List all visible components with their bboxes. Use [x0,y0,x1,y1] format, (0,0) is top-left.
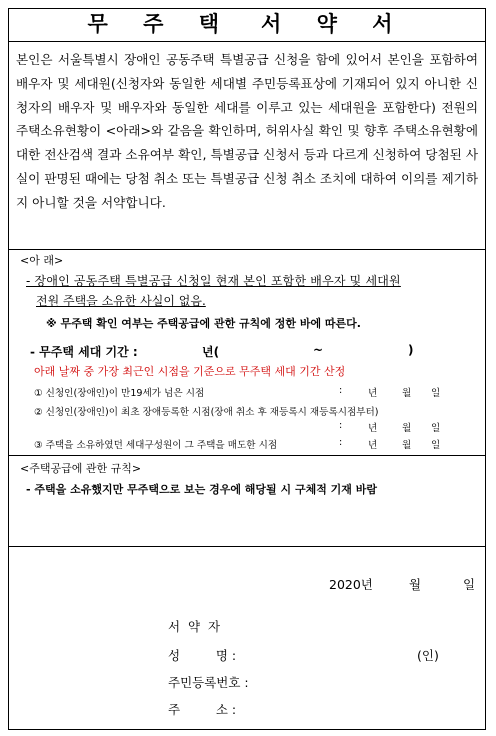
criterion-1-month: 월 [402,388,412,399]
verification-note: ※ 무주택 확인 여부는 주택공급에 관한 규칙에 정한 바에 따른다. [46,317,361,330]
period-year-open: 년( [202,345,220,359]
period-label: - 무주택 세대 기간 : [30,345,138,359]
criterion-3-text: ③ 주택을 소유하였던 세대구성원이 그 주택을 매도한 시점 [34,440,278,451]
name-label: 성 명 : [168,648,237,663]
section-divider [8,546,486,547]
criterion-3-colon: : [339,437,343,448]
section-divider [8,249,486,250]
no-house-statement-line2: 전원 주택을 소유한 사실이 없음. [36,294,206,308]
below-heading: <아 래> [20,254,64,267]
period-tilde: ~ [313,343,324,357]
criterion-1-year: 년 [368,388,378,399]
address-label: 주 소 : [168,702,237,717]
period-close: ) [408,343,414,357]
criterion-1-colon: : [339,385,343,396]
signature-date-day: 일 [463,577,476,592]
pledger-label: 서 약 자 [168,619,221,634]
rules-instruction: - 주택을 소유했지만 무주택으로 보는 경우에 해당될 시 구체적 기재 바람 [26,483,378,496]
rules-heading: <주택공급에 관한 규칙> [20,462,142,475]
title-part-left: 무 주 택 [87,12,233,36]
no-house-statement-line1: - 장애인 공동주택 특별공급 신청일 현재 본인 포함한 배우자 및 세대원 [26,274,401,288]
criterion-2-month: 월 [402,423,412,434]
signature-date-month: 월 [409,577,422,592]
seal-mark: (인) [417,648,439,663]
pledge-intro-text: 본인은 서울특별시 장애인 공동주택 특별공급 신청을 함에 있어서 본인을 포함하여 배우자 및 세대원(신청자와 동일한 세대별 주민등록표상에 기재되어 있지 아니한 신청자의 배우자 및 배우자와 동일한 세대를 이루고 있는 세대원을 포함한다) 전원의 주택소유현황이 <아래>와 같음을 확인하며, 허위사실 확인 및 향후 주택소유현황에 대한 전산검색 결과 소유여부 확인, 특별공급 신청서 등과 다르게 신청하여 당첨된 사실이 판명된 때에는 당첨 취소 또는 특별공급 신청 취소 조치에 대하여 이의를 제기하지 아니할 것을 서약합니다. [16,52,478,210]
criterion-2-day: 일 [431,423,441,434]
title-part-right: 서 약 서 [261,12,407,36]
criterion-3-month: 월 [402,440,412,451]
period-calculation-note: 아래 날짜 중 가장 최근인 시점을 기준으로 무주택 세대 기간 산정 [34,365,346,378]
document-title [8,8,486,42]
section-divider [8,455,486,456]
criterion-1-day: 일 [431,388,441,399]
criterion-1-text: ① 신청인(장애인)이 만19세가 넘은 시점 [34,388,205,399]
resident-id-label: 주민등록번호 : [168,675,249,690]
criterion-2-text: ② 신청인(장애인)이 최초 장애등록한 시점(장애 취소 후 재등록시 재등록시점부터) [34,407,379,418]
criterion-3-day: 일 [431,440,441,451]
criterion-3-year: 년 [368,440,378,451]
criterion-2-year: 년 [368,423,378,434]
criterion-2-colon: : [339,420,343,431]
signature-date-year: 2020년 [329,577,373,592]
